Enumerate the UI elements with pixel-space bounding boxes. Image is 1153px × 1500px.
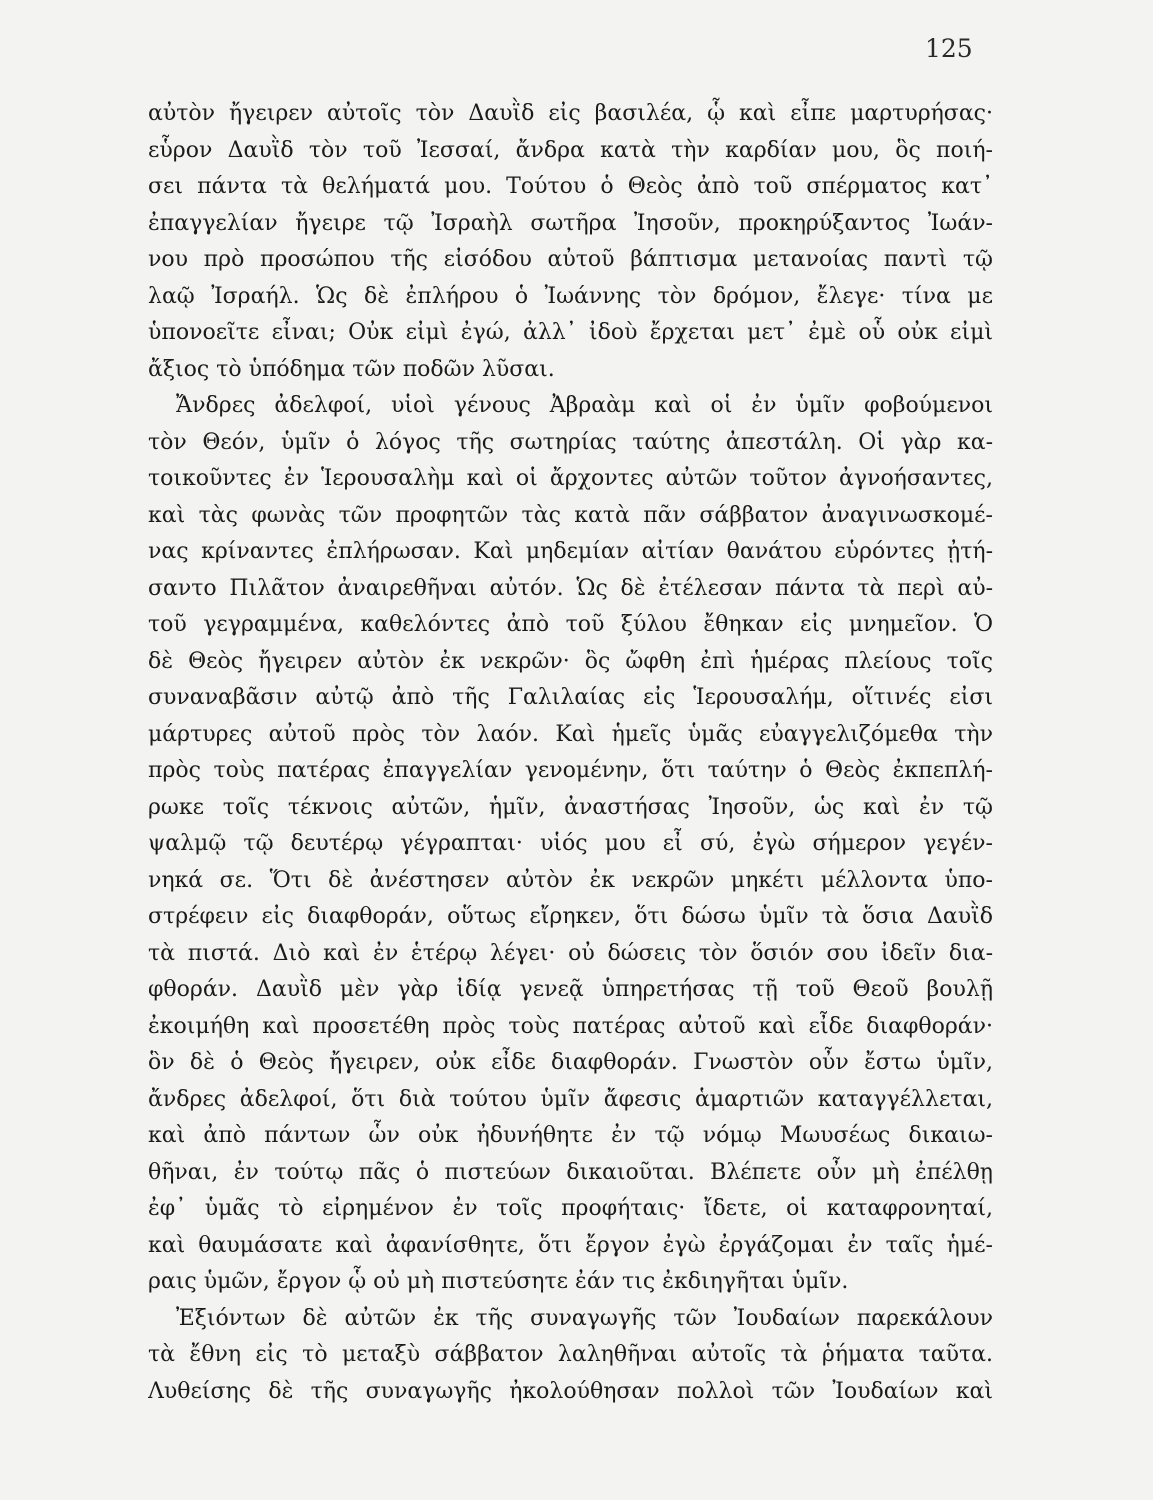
- text-line: δὲ Θεὸς ἤγειρεν αὐτὸν ἐκ νεκρῶν· ὃς ὤφθη ἐπὶ ἡμέρας πλείους τοῖς: [148, 648, 993, 674]
- text-line: ἄνδρες ἀδελφοί, ὅτι διὰ τούτου ὑμῖν ἄφεσις ἁμαρτιῶν καταγγέλλεται,: [148, 1086, 993, 1112]
- text-line: νηκά σε. Ὅτι δὲ ἀνέστησεν αὐτὸν ἐκ νεκρῶν μηκέτι μέλλοντα ὑπο-: [148, 867, 993, 893]
- text-line: ἄξιος τὸ ὑπόδημα τῶν ποδῶν λῦσαι.: [148, 356, 555, 382]
- text-line: Λυθείσης δὲ τῆς συναγωγῆς ἠκολούθησαν πολλοὶ τῶν Ἰουδαίων καὶ: [148, 1378, 993, 1404]
- text-line: θῆναι, ἐν τούτῳ πᾶς ὁ πιστεύων δικαιοῦται. Βλέπετε οὖν μὴ ἐπέλθῃ: [148, 1159, 993, 1185]
- text-line: τοικοῦντες ἐν Ἱερουσαλὴμ καὶ οἱ ἄρχοντες αὐτῶν τοῦτον ἀγνοήσαντες,: [148, 466, 993, 491]
- text-line: συναναβᾶσιν αὐτῷ ἀπὸ τῆς Γαλιλαίας εἰς Ἱερουσαλήμ, οἵτινές εἰσι: [148, 685, 993, 710]
- page-number: 125: [925, 34, 973, 63]
- text-line: τὸν Θεόν, ὑμῖν ὁ λόγος τῆς σωτηρίας ταύτης ἀπεστάλη. Οἱ γὰρ κα-: [148, 429, 993, 455]
- text-line: νας κρίναντες ἐπλήρωσαν. Καὶ μηδεμίαν αἰτίαν θανάτου εὑρόντες ᾐτή-: [148, 539, 993, 564]
- text-line: τοῦ γεγραμμένα, καθελόντες ἀπὸ τοῦ ξύλου ἔθηκαν εἰς μνημεῖον. Ὁ: [148, 612, 993, 637]
- text-line: ἐφ᾽ ὑμᾶς τὸ εἰρημένον ἐν τοῖς προφήταις· ἴδετε, οἱ καταφρονηταί,: [148, 1196, 993, 1221]
- text-line: πρὸς τοὺς πατέρας ἐπαγγελίαν γενομένην, ὅτι ταύτην ὁ Θεὸς ἐκπεπλή-: [148, 758, 993, 783]
- text-line: αὐτὸν ἤγειρεν αὐτοῖς τὸν Δαυῒδ εἰς βασιλέα, ᾧ καὶ εἶπε μαρτυρήσας·: [148, 101, 993, 126]
- text-line: τὰ ἔθνη εἰς τὸ μεταξὺ σάββατον λαληθῆναι αὐτοῖς τὰ ῥήματα ταῦτα.: [148, 1342, 993, 1367]
- text-line: εὗρον Δαυῒδ τὸν τοῦ Ἰεσσαί, ἄνδρα κατὰ τὴν καρδίαν μου, ὃς ποιή-: [148, 137, 993, 163]
- text-line: καὶ τὰς φωνὰς τῶν προφητῶν τὰς κατὰ πᾶν σάββατον ἀναγινωσκομέ-: [148, 502, 993, 528]
- text-line: ὃν δὲ ὁ Θεὸς ἤγειρεν, οὐκ εἶδε διαφθοράν. Γνωστὸν οὖν ἔστω ὑμῖν,: [148, 1050, 993, 1075]
- text-line: στρέφειν εἰς διαφθοράν, οὕτως εἴρηκεν, ὅτι δώσω ὑμῖν τὰ ὅσια Δαυῒδ: [148, 904, 993, 929]
- text-line: καὶ θαυμάσατε καὶ ἀφανίσθητε, ὅτι ἔργον ἐγὼ ἐργάζομαι ἐν ταῖς ἡμέ-: [148, 1232, 993, 1258]
- text-line: ἐπαγγελίαν ἤγειρε τῷ Ἰσραὴλ σωτῆρα Ἰησοῦν, προκηρύξαντος Ἰωάν-: [148, 210, 993, 236]
- text-line: ψαλμῷ τῷ δευτέρῳ γέγραπται· υἱός μου εἶ σύ, ἐγὼ σήμερον γεγέν-: [148, 831, 993, 856]
- text-line: ρωκε τοῖς τέκνοις αὐτῶν, ἡμῖν, ἀναστήσας Ἰησοῦν, ὡς καὶ ἐν τῷ: [148, 794, 993, 820]
- text-line: ραις ὑμῶν, ἔργον ᾧ οὐ μὴ πιστεύσητε ἐάν τις ἐκδιηγῆται ὑμῖν.: [148, 1269, 849, 1294]
- text-line: νου πρὸ προσώπου τῆς εἰσόδου αὐτοῦ βάπτισμα μετανοίας παντὶ τῷ: [148, 247, 993, 272]
- text-line: σαντο Πιλᾶτον ἀναιρεθῆναι αὐτόν. Ὡς δὲ ἐτέλεσαν πάντα τὰ περὶ αὐ-: [148, 575, 993, 601]
- text-line: μάρτυρες αὐτοῦ πρὸς τὸν λαόν. Καὶ ἡμεῖς ὑμᾶς εὐαγγελιζόμεθα τὴν: [148, 721, 993, 747]
- paragraph-start-line: Ἄνδρες ἀδελφοί, υἱοὶ γένους Ἀβραὰμ καὶ οἱ ἐν ὑμῖν φοβούμενοι: [176, 393, 993, 418]
- text-line: τὰ πιστά. Διὸ καὶ ἐν ἑτέρῳ λέγει· οὐ δώσεις τὸν ὅσιόν σου ἰδεῖν δια-: [148, 940, 993, 966]
- paragraph-start-line: Ἐξιόντων δὲ αὐτῶν ἐκ τῆς συναγωγῆς τῶν Ἰουδαίων παρεκάλουν: [176, 1305, 993, 1331]
- text-line: ἐκοιμήθη καὶ προσετέθη πρὸς τοὺς πατέρας αὐτοῦ καὶ εἶδε διαφθοράν·: [148, 1013, 993, 1039]
- text-line: σει πάντα τὰ θελήματά μου. Τούτου ὁ Θεὸς ἀπὸ τοῦ σπέρματος κατ᾽: [148, 174, 993, 199]
- text-line: ὑπονοεῖτε εἶναι; Οὐκ εἰμὶ ἐγώ, ἀλλ᾽ ἰδοὺ ἔρχεται μετ᾽ ἐμὲ οὗ οὐκ εἰμὶ: [148, 320, 993, 345]
- body-text: [148, 96, 993, 1410]
- text-line: καὶ ἀπὸ πάντων ὧν οὐκ ἠδυνήθητε ἐν τῷ νόμῳ Μωυσέως δικαιω-: [148, 1123, 993, 1148]
- text-line: φθοράν. Δαυῒδ μὲν γὰρ ἰδίᾳ γενεᾷ ὑπηρετήσας τῇ τοῦ Θεοῦ βουλῇ: [148, 977, 993, 1002]
- text-line: λαῷ Ἰσραήλ. Ὡς δὲ ἐπλήρου ὁ Ἰωάννης τὸν δρόμον, ἔλεγε· τίνα με: [148, 283, 993, 309]
